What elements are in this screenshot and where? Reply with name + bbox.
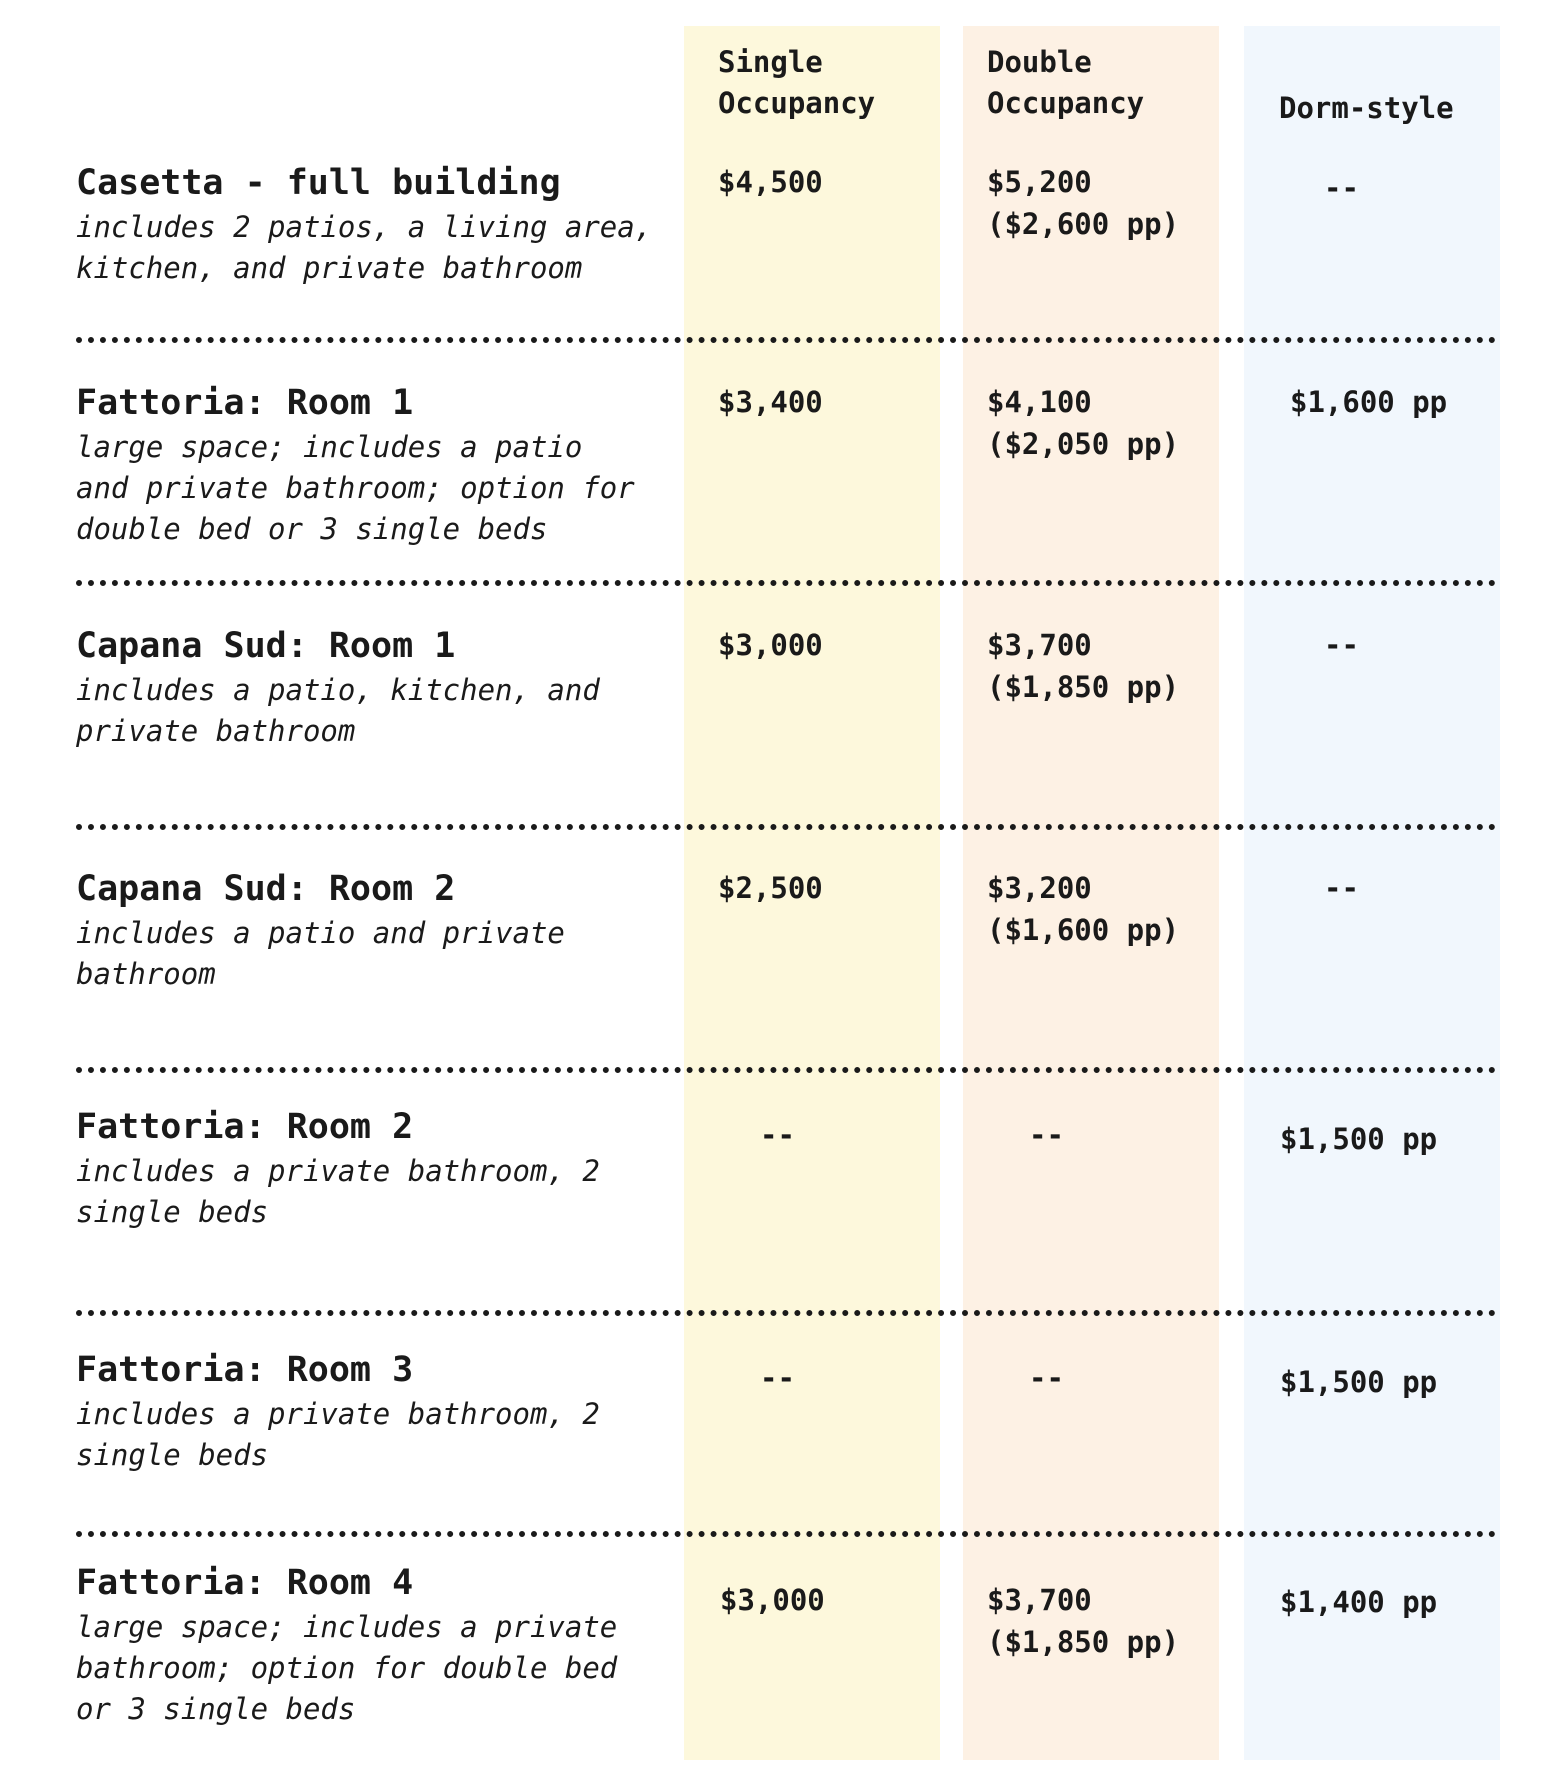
room-description: includes a private bathroom, 2 single beds xyxy=(76,1397,600,1472)
row-divider xyxy=(76,337,1496,343)
room-name: Capana Sud: Room 2 xyxy=(76,869,456,909)
row-divider xyxy=(76,824,1496,830)
price-double: -- xyxy=(1029,1361,1064,1395)
price-single: $2,500 xyxy=(718,871,823,905)
header-dorm-style: Dorm-style xyxy=(1279,91,1454,125)
price-double: $5,200 ($2,600 pp) xyxy=(987,165,1180,241)
price-single: $4,500 xyxy=(718,165,823,199)
row-divider xyxy=(76,1310,1496,1316)
room-description: includes a private bathroom, 2 single beds xyxy=(76,1154,600,1229)
price-double: $3,700 ($1,850 pp) xyxy=(987,628,1180,704)
price-single: $3,000 xyxy=(720,1583,825,1617)
price-dorm: -- xyxy=(1324,871,1359,905)
row-divider xyxy=(76,580,1496,586)
room-name: Fattoria: Room 4 xyxy=(76,1563,414,1603)
price-dorm: $1,400 pp xyxy=(1280,1585,1438,1619)
room-name: Casetta - full building xyxy=(76,163,561,203)
price-double: $3,700 ($1,850 pp) xyxy=(987,1583,1180,1659)
room-description: large space; includes a private bathroom; option for double bed or 3 single beds xyxy=(76,1610,618,1726)
row-divider xyxy=(76,1531,1496,1537)
price-double: -- xyxy=(1029,1118,1064,1152)
row-divider xyxy=(76,1067,1496,1073)
price-single: $3,000 xyxy=(718,628,823,662)
price-single: -- xyxy=(760,1118,795,1152)
room-name: Fattoria: Room 2 xyxy=(76,1107,414,1147)
price-double: $3,200 ($1,600 pp) xyxy=(987,871,1180,947)
room-name: Fattoria: Room 3 xyxy=(76,1350,414,1390)
header-single-occupancy: Single Occupancy xyxy=(718,45,876,120)
room-description: includes 2 patios, a living area, kitchen, and private bathroom xyxy=(76,210,653,285)
price-single: -- xyxy=(760,1361,795,1395)
price-dorm: $1,500 pp xyxy=(1280,1122,1438,1156)
price-dorm: -- xyxy=(1324,171,1359,205)
header-double-occupancy: Double Occupancy xyxy=(987,45,1145,120)
price-double: $4,100 ($2,050 pp) xyxy=(987,385,1180,461)
room-description: includes a patio and private bathroom xyxy=(76,916,565,991)
room-name: Fattoria: Room 1 xyxy=(76,383,414,423)
price-dorm: $1,600 pp xyxy=(1290,385,1448,419)
price-single: $3,400 xyxy=(718,385,823,419)
room-description: includes a patio, kitchen, and private bathroom xyxy=(76,673,600,748)
dorm-style-column-bg xyxy=(1244,26,1500,1760)
room-name: Capana Sud: Room 1 xyxy=(76,626,456,666)
price-dorm: -- xyxy=(1324,628,1359,662)
room-description: large space; includes a patio and private bathroom; option for double bed or 3 single beds xyxy=(76,430,635,546)
price-dorm: $1,500 pp xyxy=(1280,1365,1438,1399)
